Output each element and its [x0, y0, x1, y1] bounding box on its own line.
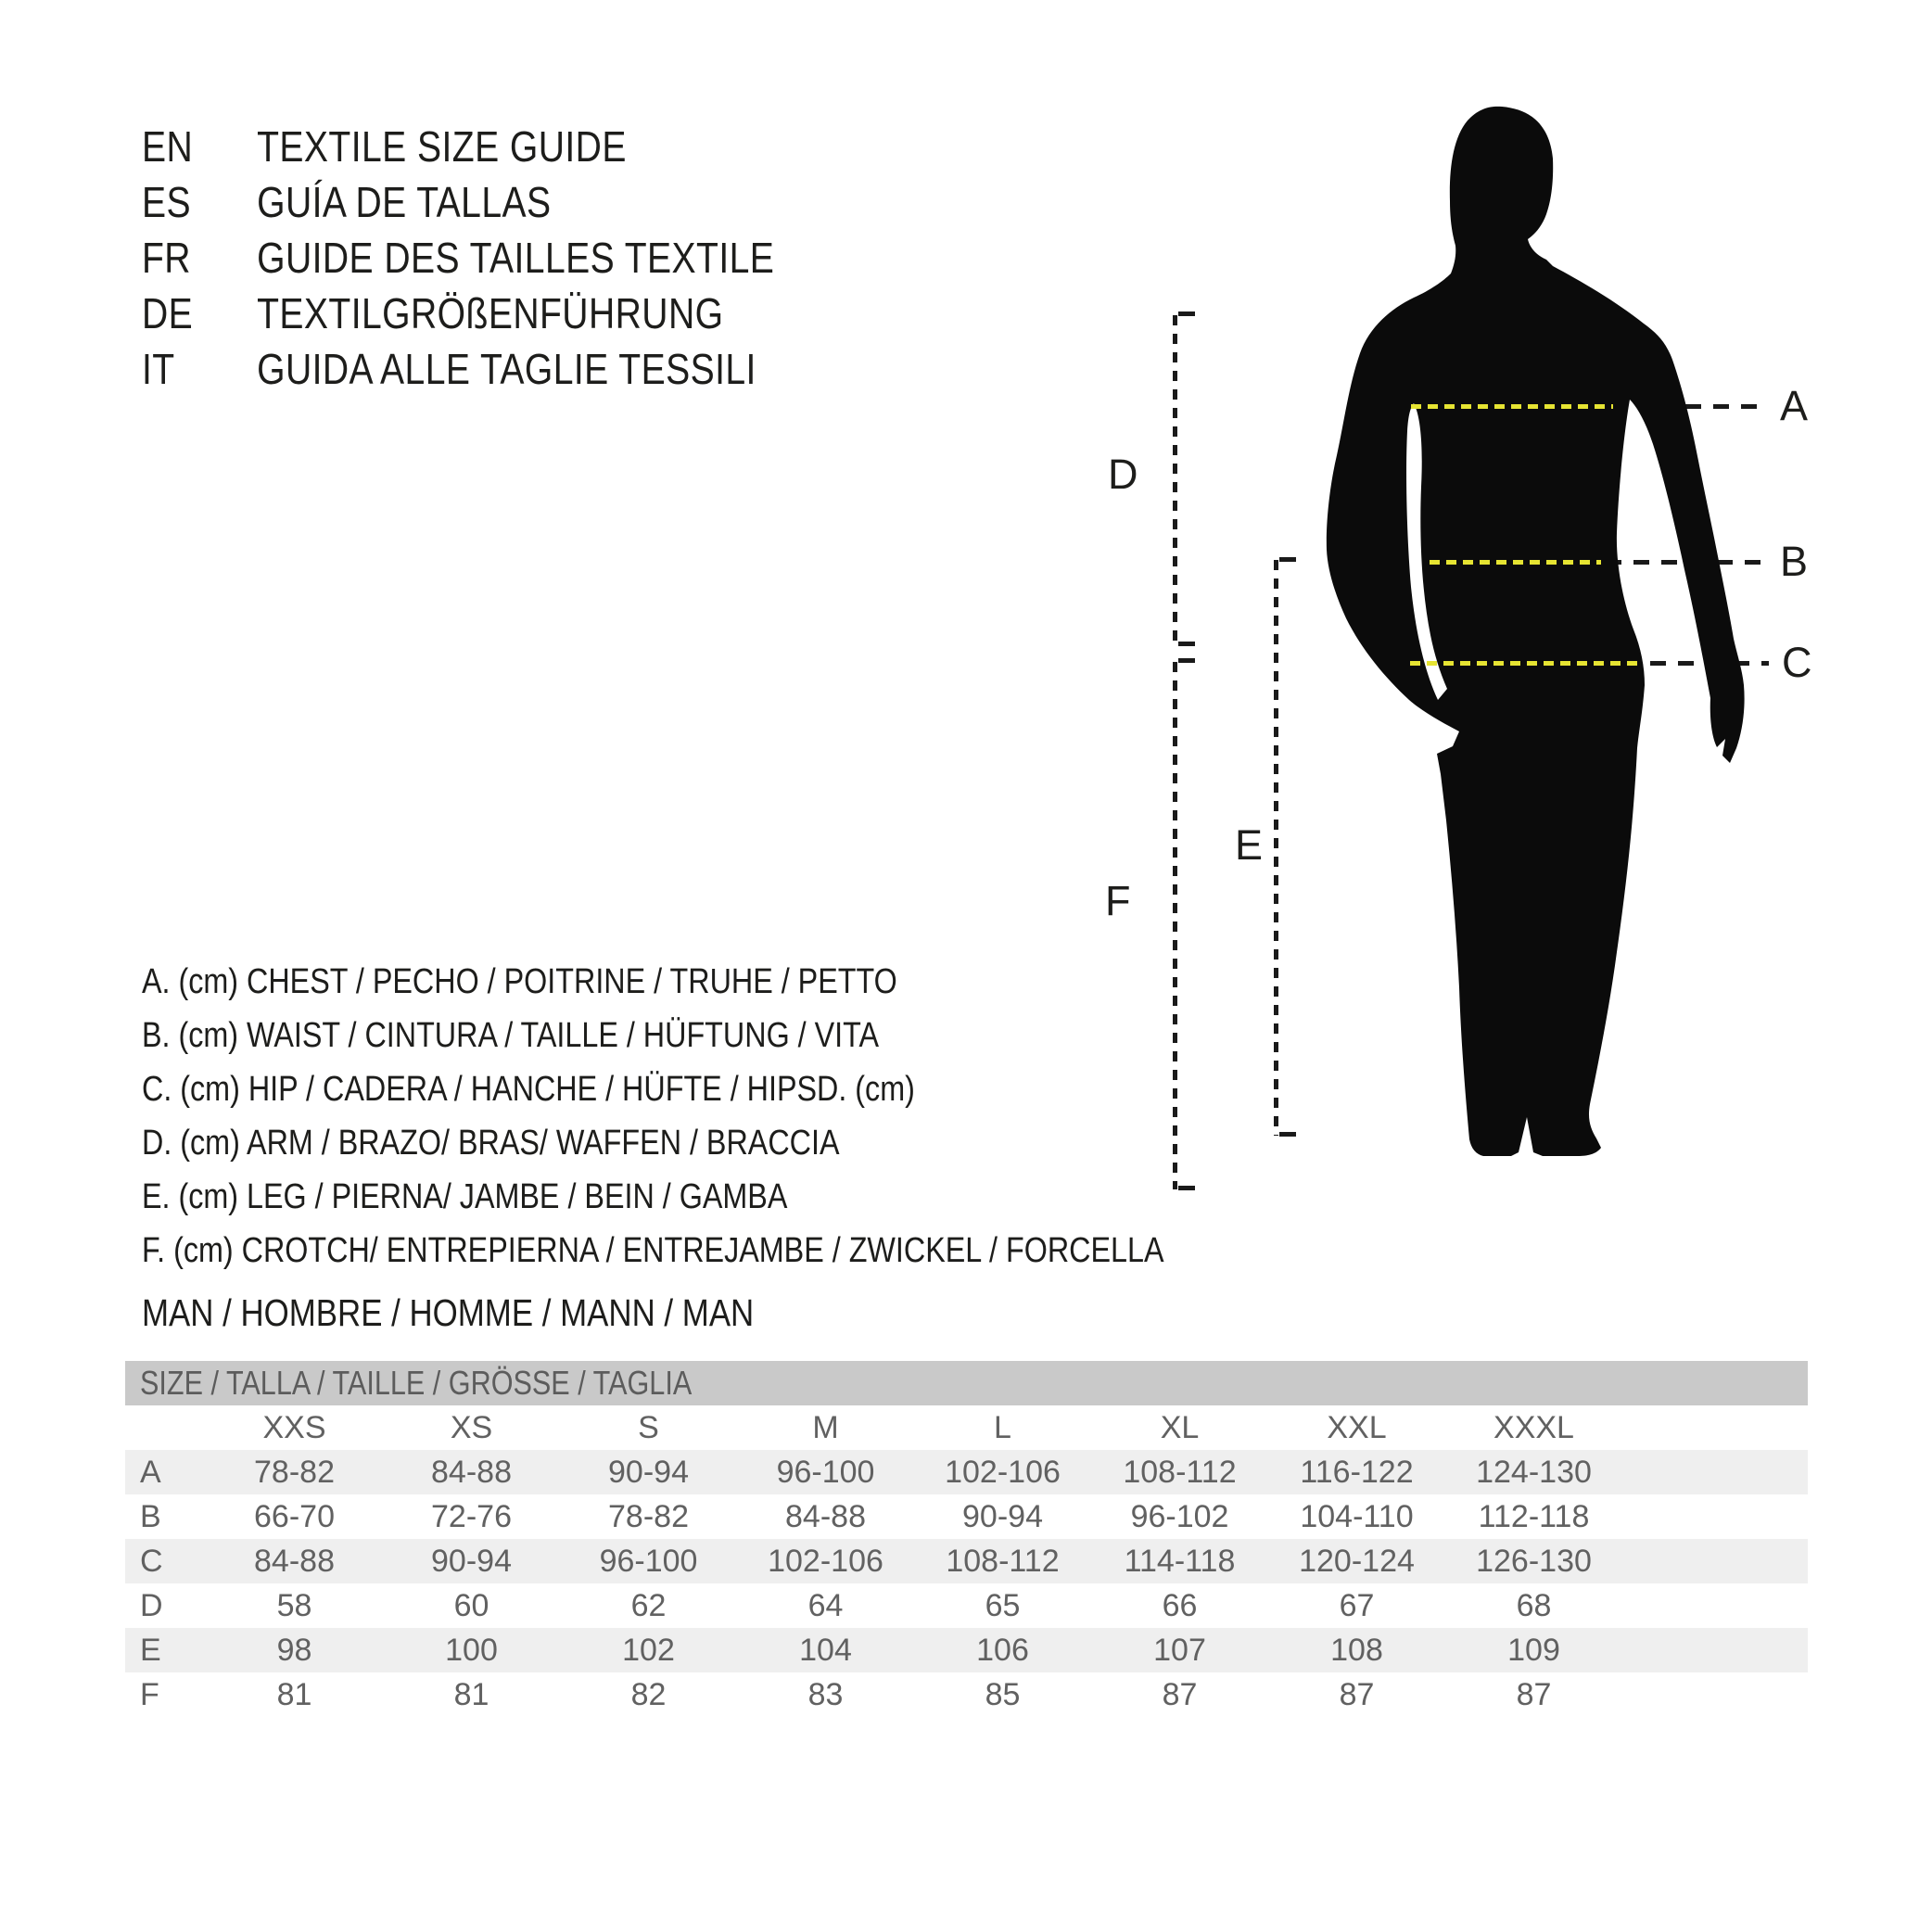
measure-line-c-yellow [1410, 661, 1641, 666]
language-code: FR [142, 234, 191, 282]
table-cell: 108-112 [946, 1543, 1060, 1579]
size-col-header: XXS [262, 1409, 326, 1445]
table-row-b [125, 1494, 1808, 1539]
language-code: IT [142, 345, 175, 393]
table-cell: 85 [985, 1676, 1021, 1712]
diagram-label-c: C [1782, 639, 1812, 686]
language-code: DE [142, 289, 194, 337]
table-cell: 116-122 [1300, 1454, 1414, 1490]
table-cell: 66 [1162, 1587, 1198, 1623]
language-title: TEXTILE SIZE GUIDE [257, 122, 627, 171]
table-cell: 81 [453, 1676, 489, 1712]
language-row [142, 286, 774, 341]
language-code: EN [142, 122, 194, 171]
row-label: D [140, 1587, 163, 1623]
table-cell: 84-88 [785, 1498, 866, 1534]
table-header-band [125, 1361, 1808, 1405]
table-cell: 102 [622, 1632, 675, 1668]
row-label: A [140, 1454, 161, 1490]
size-col-header: XXXL [1493, 1409, 1574, 1445]
row-label: C [140, 1543, 163, 1579]
table-cell: 114-118 [1124, 1543, 1236, 1579]
row-label: B [140, 1498, 161, 1534]
table-cell: 96-102 [1130, 1498, 1229, 1534]
table-cell: 98 [276, 1632, 312, 1668]
table-row-e [125, 1628, 1808, 1672]
measure-tick-e-bottom [1279, 1132, 1296, 1137]
language-title: GUÍA DE TALLAS [257, 178, 552, 226]
table-cell: 68 [1516, 1587, 1552, 1623]
measure-line-e [1274, 560, 1278, 1136]
language-row [142, 341, 774, 397]
table-cell: 66-70 [254, 1498, 335, 1534]
measure-tick-f-bottom [1178, 1186, 1195, 1190]
man-silhouette [1321, 97, 1761, 1159]
table-row-d [125, 1583, 1808, 1628]
gender-line: MAN / HOMBRE / HOMME / MANN / MAN [142, 1290, 755, 1334]
table-cell: 112-118 [1478, 1498, 1590, 1534]
table-cell: 104 [799, 1632, 852, 1668]
table-cell: 107 [1153, 1632, 1206, 1668]
table-cell: 81 [276, 1676, 312, 1712]
table-cell: 72-76 [431, 1498, 512, 1534]
size-header-row [125, 1405, 1808, 1450]
table-row-f [125, 1672, 1808, 1717]
legend-line-b: B. (cm) WAIST / CINTURA / TAILLE / HÜFTUNG / VITA [142, 1015, 880, 1055]
size-table [125, 1361, 1808, 1717]
language-row [142, 230, 774, 286]
table-cell: 96-100 [776, 1454, 875, 1490]
row-label: E [140, 1632, 161, 1668]
legend-line-c: C. (cm) HIP / CADERA / HANCHE / HÜFTE / HIPSD. (cm) [142, 1069, 915, 1109]
size-col-header: M [812, 1409, 839, 1445]
table-cell: 82 [630, 1676, 667, 1712]
measure-line-f [1173, 662, 1177, 1189]
table-cell: 108 [1330, 1632, 1383, 1668]
table-cell: 102-106 [945, 1454, 1061, 1490]
size-col-header: S [638, 1409, 659, 1445]
table-row-a [125, 1450, 1808, 1494]
table-cell: 126-130 [1476, 1543, 1592, 1579]
language-title: GUIDA ALLE TAGLIE TESSILI [257, 345, 756, 393]
legend-line-e: E. (cm) LEG / PIERNA/ JAMBE / BEIN / GAMBA [142, 1176, 788, 1216]
table-cell: 87 [1516, 1676, 1552, 1712]
table-cell: 84-88 [254, 1543, 335, 1579]
table-cell: 90-94 [962, 1498, 1043, 1534]
legend-line-d: D. (cm) ARM / BRAZO/ BRAS/ WAFFEN / BRACCIA [142, 1123, 840, 1163]
language-row [142, 174, 774, 230]
diagram-label-d: D [1108, 451, 1138, 498]
table-row-c [125, 1539, 1808, 1583]
table-cell: 90-94 [431, 1543, 512, 1579]
measure-tick-f-top [1178, 658, 1195, 663]
table-cell: 65 [985, 1587, 1021, 1623]
measure-tick-d-bottom [1178, 642, 1195, 646]
language-code: ES [142, 178, 192, 226]
measure-line-a-yellow [1411, 404, 1613, 409]
table-cell: 64 [807, 1587, 844, 1623]
table-cell: 100 [445, 1632, 498, 1668]
diagram-label-e: E [1235, 821, 1264, 869]
measure-tick-d-top [1178, 311, 1195, 316]
size-col-header: XL [1160, 1409, 1200, 1445]
table-cell: 60 [453, 1587, 489, 1623]
legend-line-f: F. (cm) CROTCH/ ENTREPIERNA / ENTREJAMBE / ZWICKEL / FORCELLA [142, 1230, 1164, 1270]
measurement-legend [142, 955, 1344, 1277]
language-row [142, 119, 774, 174]
size-col-header: L [994, 1409, 1011, 1445]
measure-line-d [1173, 315, 1177, 649]
table-header-text: SIZE / TALLA / TAILLE / GRÖSSE / TAGLIA [140, 1364, 693, 1402]
table-cell: 78-82 [254, 1454, 335, 1490]
table-cell: 102-106 [768, 1543, 883, 1579]
language-title: GUIDE DES TAILLES TEXTILE [257, 234, 775, 282]
legend-line-a: A. (cm) CHEST / PECHO / POITRINE / TRUHE / PETTO [142, 961, 897, 1001]
diagram-label-a: A [1780, 382, 1809, 429]
measure-line-b-yellow [1430, 560, 1601, 565]
table-cell: 87 [1162, 1676, 1198, 1712]
table-cell: 62 [630, 1587, 667, 1623]
table-cell: 78-82 [608, 1498, 689, 1534]
table-cell: 84-88 [431, 1454, 512, 1490]
table-cell: 104-110 [1300, 1498, 1414, 1534]
table-cell: 108-112 [1123, 1454, 1237, 1490]
table-cell: 120-124 [1299, 1543, 1415, 1579]
language-title: TEXTILGRÖßENFÜHRUNG [257, 289, 724, 337]
size-col-header: XS [450, 1409, 493, 1445]
language-title-block [142, 119, 886, 397]
table-cell: 109 [1507, 1632, 1560, 1668]
table-cell: 87 [1339, 1676, 1375, 1712]
table-cell: 90-94 [608, 1454, 689, 1490]
table-cell: 83 [807, 1676, 844, 1712]
table-cell: 67 [1339, 1587, 1375, 1623]
table-cell: 96-100 [599, 1543, 698, 1579]
size-col-header: XXL [1327, 1409, 1387, 1445]
man-silhouette-path [1327, 107, 1745, 1156]
row-label: F [140, 1676, 159, 1712]
table-cell: 124-130 [1476, 1454, 1592, 1490]
diagram-label-f: F [1105, 877, 1131, 924]
diagram-label-b: B [1780, 538, 1809, 585]
table-cell: 58 [276, 1587, 312, 1623]
measure-tick-e-top [1279, 557, 1296, 562]
table-cell: 106 [976, 1632, 1029, 1668]
